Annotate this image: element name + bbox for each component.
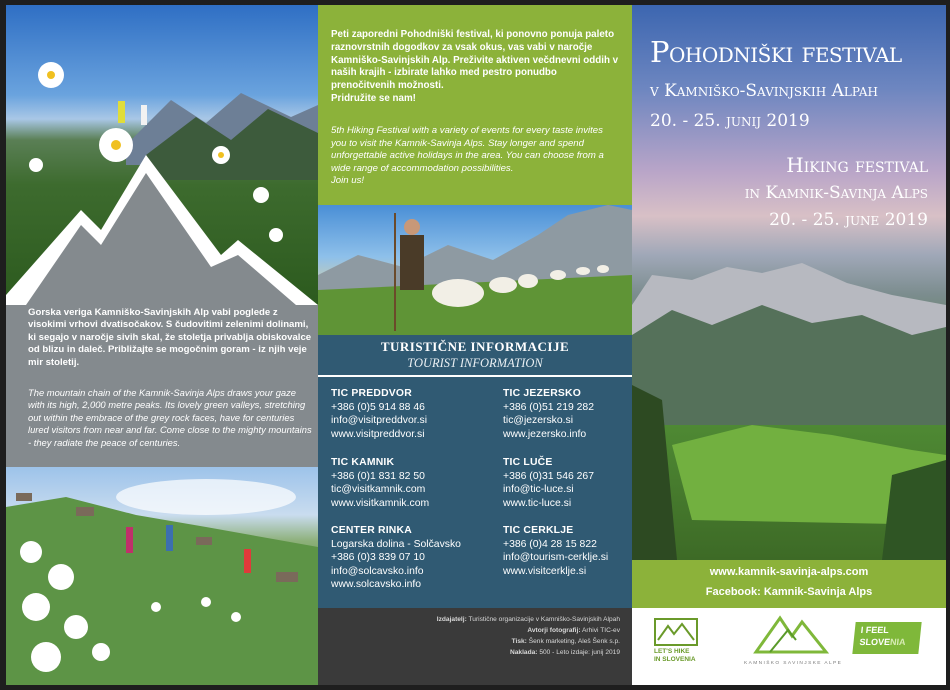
hikers-pasture-illustration — [6, 467, 318, 685]
tic-kamnik-block — [331, 456, 429, 510]
slovenia-text-part2: NIA — [889, 637, 907, 647]
shepherd-staff — [394, 213, 396, 331]
slovenia-text-part1: SLOVE — [859, 637, 891, 647]
hiker-icon — [654, 618, 698, 646]
festival-subtitle-slovenian: v Kamniško-Savinjskih Alpah — [650, 81, 878, 101]
facebook-link[interactable]: Facebook: Kamnik-Savinja Alps — [705, 586, 873, 598]
website-link[interactable]: www.kamnik-savinja-alps.com — [709, 566, 869, 578]
intro-text-english: The mountain chain of the Kamnik-Savinja Alps draws your gaze with its high, 2,000 metre peaks. Its lovely green valleys, stretching out within the embrace of the grey rock faces, have for centuries lured visitors from near and far. Come close to the mighty mountains - they radiate the peace of centuries. — [28, 387, 312, 448]
hikers-pasture-photo — [6, 467, 318, 685]
publication-credits — [318, 608, 632, 685]
shepherd-figure — [400, 235, 424, 290]
hiker-figure — [118, 101, 125, 123]
credit-edition: Naklada: 500 - Leto izdaje: junij 2019 — [510, 649, 620, 656]
tic-email[interactable]: info@visitpreddvor.si — [331, 415, 428, 427]
tic-email[interactable]: info@solcavsko.info — [331, 565, 424, 577]
festival-join-english: Join us! — [331, 175, 365, 187]
tic-phone: +386 (0)1 831 82 50 — [331, 470, 425, 482]
cloud — [116, 479, 296, 515]
tourist-info-title-slovenian: TURISTIČNE INFORMACIJE — [380, 339, 570, 354]
festival-join-slovenian: Pridružite se nam! — [331, 92, 416, 104]
partner-logos — [632, 608, 946, 685]
festival-title-english: Hiking festival — [786, 153, 928, 177]
left-intro-panel — [6, 305, 318, 467]
ksa-logo-text: KAMNIŠKO SAVINJSKE ALPE — [744, 661, 843, 666]
festival-intro-panel — [318, 5, 632, 205]
tic-name: TIC KAMNIK — [331, 457, 395, 468]
mountain-meadow-photo — [6, 5, 318, 305]
festival-date-english: 20. - 25. june 2019 — [769, 210, 928, 230]
kamnisko-savinjske-alpe-logo — [744, 614, 844, 666]
tic-website[interactable]: www.visitpreddvor.si — [331, 428, 425, 440]
tourist-info-title-english: TOURIST INFORMATION — [407, 356, 543, 370]
divider — [318, 375, 632, 377]
tic-phone: +386 (0)31 546 267 — [503, 470, 594, 482]
festival-date-slovenian: 20. - 25. junij 2019 — [650, 111, 810, 131]
credit-print: Tisk: Šenk marketing, Aleš Šenk s.p. — [511, 638, 620, 645]
tic-phone: +386 (0)51 219 282 — [503, 401, 594, 413]
festival-subtitle-english: in Kamnik-Savinja Alps — [744, 183, 928, 203]
tic-name: TIC LUČE — [503, 457, 553, 468]
tic-email[interactable]: info@tic-luce.si — [503, 484, 574, 496]
alps-mountains-icon — [744, 614, 844, 654]
tic-website[interactable]: www.visitkamnik.com — [331, 497, 430, 509]
hiker-figure — [141, 105, 147, 125]
tic-email[interactable]: info@tourism-cerklje.si — [503, 552, 609, 564]
shepherd-sheep-illustration — [318, 205, 632, 335]
tic-website[interactable]: www.jezersko.info — [503, 428, 587, 440]
center-rinka-block — [331, 524, 461, 592]
tic-website[interactable]: www.visitcerklje.si — [503, 565, 587, 577]
i-feel-slovenia-logo — [852, 622, 921, 654]
cover-valley-photo — [632, 5, 946, 560]
tic-website[interactable]: www.solcavsko.info — [331, 579, 422, 591]
tic-name: TIC CERKLJE — [503, 525, 574, 536]
tic-phone: +386 (0)4 28 15 822 — [503, 538, 597, 550]
shepherd-sheep-photo — [318, 205, 632, 335]
intro-text-slovenian: Gorska veriga Kamniško-Savinjskih Alp vabi poglede z visokimi vrhovi dvatisočakov. S čudovitimi zelenimi dolinami, ki segajo v naročje sivih skal, že stoletja privablja obiskovalce od blizu in daleč. Približajte se mogočnim goram - iz njih veje mir stoletij. — [28, 307, 312, 368]
tic-preddvor-block — [331, 387, 427, 441]
festival-intro-english: 5th Hiking Festival with a variety of events for every taste invites you to visit the Kamnik-Savinja Alps. Stay longer and spend unforgettable active holidays in the area. You can choose from a wide range of accommodation possibilities. — [331, 125, 604, 174]
tic-luce-block — [503, 456, 594, 510]
tic-cerklje-block — [503, 524, 608, 578]
tic-location: Logarska dolina - Solčavsko — [331, 538, 461, 550]
tic-name: TIC PREDDVOR — [331, 388, 412, 399]
tic-jezersko-block — [503, 387, 594, 441]
lets-hike-text-1: LET'S HIKE — [654, 648, 690, 655]
tic-email[interactable]: tic@visitkamnik.com — [331, 484, 426, 496]
mountain-meadow-illustration — [6, 5, 318, 305]
tic-email[interactable]: tic@jezersko.si — [503, 415, 574, 427]
festival-title-slovenian: Pohodniški festival — [650, 35, 902, 69]
lets-hike-logo — [654, 618, 702, 663]
tic-name: TIC JEZERSKO — [503, 388, 582, 399]
credit-photos: Avtorji fotografij: Arhivi TIC-ev — [527, 627, 620, 634]
tourist-info-panel — [318, 335, 632, 608]
credit-publisher: Izdajatelj: Turistične organizacije v Kamniško-Savinjskih Alpah — [436, 616, 620, 623]
shepherd-head — [404, 219, 420, 235]
contact-links-bar — [632, 560, 946, 608]
i-feel-text: I FEEL — [860, 625, 890, 635]
tic-name: CENTER RINKA — [331, 525, 412, 536]
tic-website[interactable]: www.tic-luce.si — [503, 497, 572, 509]
lets-hike-text-2: IN SLOVENIA — [654, 655, 696, 663]
tic-phone: +386 (0)3 839 07 10 — [331, 552, 425, 564]
tic-phone: +386 (0)5 914 88 46 — [331, 401, 425, 413]
festival-intro-slovenian: Peti zaporedni Pohodniški festival, ki ponovno ponuja paleto raznovrstnih dogodkov za vsak okus, vas vabi v naročje Kamniško-Savinjskih Alp. Preživite aktiven večdnevni oddih v naših krajih - izbirate lahko med pestro ponudbo prenočitvenih možnosti. — [331, 29, 619, 92]
